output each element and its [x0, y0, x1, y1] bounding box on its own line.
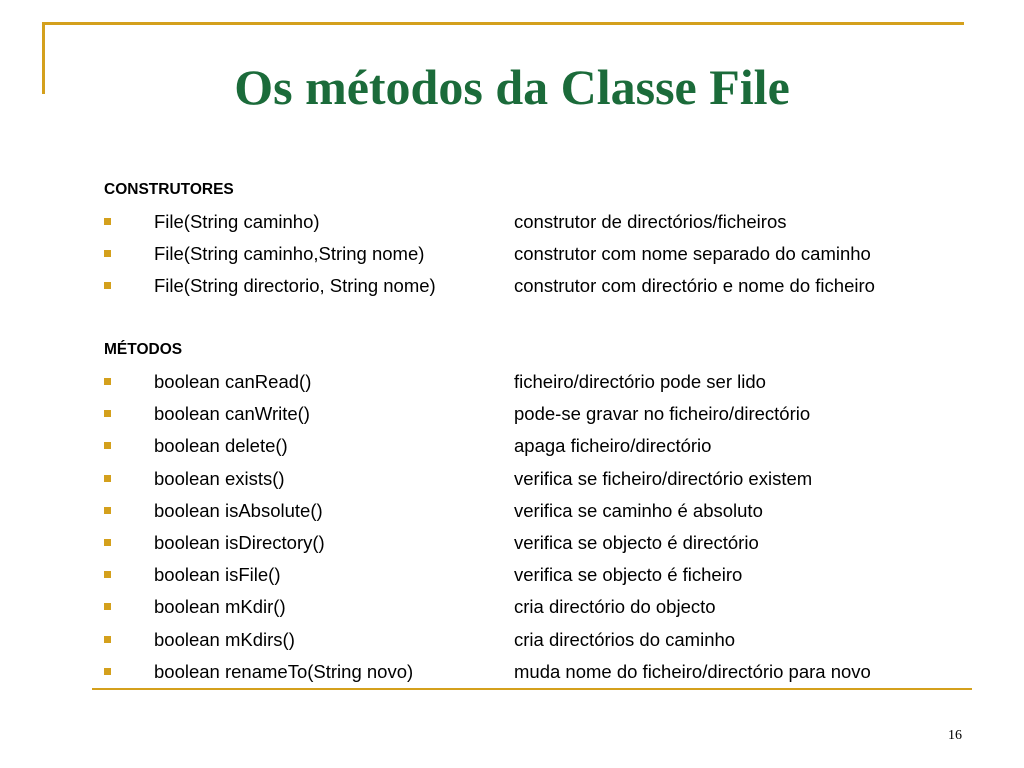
- square-bullet-icon: [104, 442, 111, 449]
- constructor-signature: File(String caminho,String nome): [154, 243, 425, 265]
- square-bullet-icon: [104, 378, 111, 385]
- bottom-decorative-line: [92, 688, 972, 690]
- square-bullet-icon: [104, 282, 111, 289]
- slide-title: Os métodos da Classe File: [234, 59, 790, 115]
- method-description: cria directório do objecto: [514, 596, 716, 618]
- square-bullet-icon: [104, 668, 111, 675]
- constructor-signature: File(String caminho): [154, 211, 320, 232]
- square-bullet-icon: [104, 539, 111, 546]
- method-description: apaga ficheiro/directório: [514, 435, 712, 457]
- constructor-description: construtor com directório e nome do ficheiro: [514, 275, 875, 297]
- method-signature: boolean isFile(): [154, 564, 281, 586]
- square-bullet-icon: [104, 507, 111, 514]
- method-description: verifica se ficheiro/directório existem: [514, 467, 813, 489]
- square-bullet-icon: [104, 603, 111, 610]
- constructors-heading: CONSTRUTORES: [104, 181, 234, 198]
- square-bullet-icon: [104, 475, 111, 482]
- constructor-description: construtor de directórios/ficheiros: [514, 211, 787, 232]
- method-signature: boolean isAbsolute(): [154, 499, 323, 521]
- square-bullet-icon: [104, 571, 111, 578]
- method-description: pode-se gravar no ficheiro/directório: [514, 403, 811, 425]
- method-signature: boolean delete(): [154, 435, 288, 457]
- method-signature: boolean renameTo(String novo): [154, 660, 414, 682]
- square-bullet-icon: [104, 636, 111, 643]
- method-description: verifica se objecto é ficheiro: [514, 564, 743, 586]
- square-bullet-icon: [104, 218, 111, 225]
- top-decorative-line: [42, 22, 964, 25]
- method-description: cria directórios do caminho: [514, 628, 736, 650]
- method-description: verifica se objecto é directório: [514, 531, 759, 553]
- method-signature: boolean exists(): [154, 467, 285, 489]
- method-signature: boolean isDirectory(): [154, 531, 325, 553]
- method-signature: boolean mKdirs(): [154, 628, 295, 650]
- method-signature: boolean mKdir(): [154, 596, 286, 618]
- methods-heading: MÉTODOS: [104, 341, 183, 358]
- method-description: ficheiro/directório pode ser lido: [514, 371, 766, 392]
- method-description: verifica se caminho é absoluto: [514, 499, 763, 521]
- method-signature: boolean canWrite(): [154, 403, 310, 425]
- constructor-signature: File(String directorio, String nome): [154, 275, 436, 297]
- square-bullet-icon: [104, 410, 111, 417]
- page-number: 16: [948, 728, 962, 743]
- constructor-description: construtor com nome separado do caminho: [514, 243, 871, 265]
- method-description: muda nome do ficheiro/directório para novo: [514, 660, 871, 682]
- square-bullet-icon: [104, 250, 111, 257]
- method-signature: boolean canRead(): [154, 371, 312, 392]
